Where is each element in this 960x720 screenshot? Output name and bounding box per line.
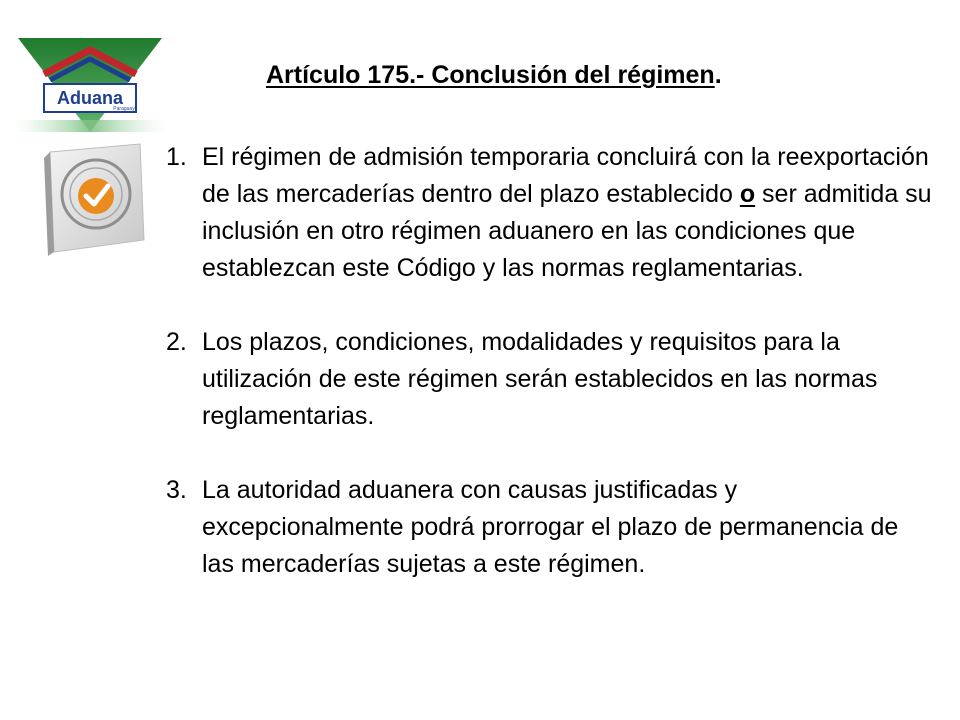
item-text-after: ser admitida su inclusión en otro régimen aduanero en las condiciones que establezcan este Código y las normas reglamentarias. [202,180,932,282]
article-item-2 [166,324,936,435]
item-number: 1. [166,143,187,171]
iso-certification-seal-icon [40,140,150,260]
item-number: 3. [166,476,187,504]
article-title [266,60,722,90]
article-items [166,139,936,620]
iso-seal [40,140,150,260]
item-text: La autoridad aduanera con causas justificadas y excepcionalmente podrá prorrogar el plazo de permanencia de las mercaderías sujetas a este régimen. [202,476,899,578]
item-text-underlined: o [739,180,756,208]
item-text: Los plazos, condiciones, modalidades y requisitos para la utilización de este régimen serán establecidos en las normas reglamentarias. [202,328,878,430]
logo-subtitle: Paraguay [113,106,135,112]
article-title-text: Artículo 175.- Conclusión del régimen [266,61,715,89]
article-item-1 [166,139,936,287]
logo-name: Aduana [56,88,124,108]
logo-shadow [14,116,166,138]
item-number: 2. [166,328,187,356]
article-item-3 [166,472,936,583]
item-text-before: El régimen de admisión temporaria concluirá con la reexportación de las mercaderías dentro del plazo establecido [202,143,929,208]
article-title-period: . [714,61,722,89]
